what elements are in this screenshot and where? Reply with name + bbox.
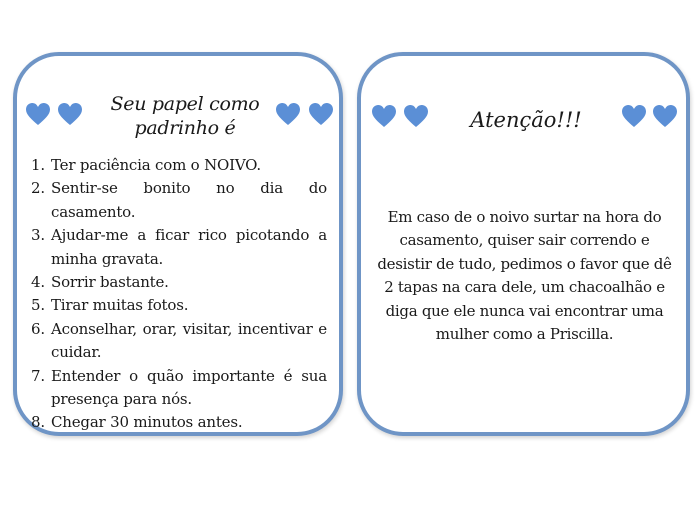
item-text: Entender o quão importante é sua presença para nós. — [51, 366, 327, 409]
heart-icon — [57, 102, 83, 126]
duties-list — [31, 154, 327, 435]
heart-icon — [652, 104, 678, 128]
item-number: 2. — [31, 179, 45, 198]
attention-card — [357, 52, 690, 436]
item-text: Sorrir bastante. — [51, 273, 169, 292]
heart-icon — [371, 104, 397, 128]
attention-message: Em caso de o noivo surtar na hora do casamento, quiser sair correndo e desistir de tudo, pedimos o favor que dê 2 tapas na cara dele, um chacoalhão e diga que ele nunca vai encontrar uma mulher como a Priscilla. — [377, 208, 672, 344]
item-text: Sentir-se bonito no dia do casamento. — [51, 179, 327, 221]
item-number: 7. — [31, 366, 45, 385]
card-title: Seu papel como padrinho é — [110, 93, 260, 139]
list-item — [31, 365, 327, 412]
item-text: Tirar muitas fotos. — [51, 296, 189, 315]
item-number: 3. — [31, 226, 45, 245]
list-item — [31, 294, 327, 317]
card-title: Atenção!!! — [470, 108, 582, 132]
list-item — [31, 224, 327, 271]
item-text: Ajudar-me a ficar rico picotando a minha gravata. — [51, 226, 327, 268]
list-item — [31, 271, 327, 294]
item-text: Ter paciência com o NOIVO. — [51, 156, 261, 174]
list-item — [31, 177, 327, 224]
list-item — [31, 318, 327, 365]
list-item — [31, 411, 327, 434]
item-text: Chegar 30 minutos antes. — [51, 413, 243, 432]
heart-icon — [25, 102, 51, 126]
duties-card — [13, 52, 343, 436]
item-number: 4. — [31, 273, 45, 292]
heart-icon — [308, 102, 334, 126]
item-number: 8. — [31, 413, 45, 432]
item-number: 1. — [31, 156, 45, 174]
list-item — [31, 154, 327, 177]
item-number: 6. — [31, 319, 45, 338]
item-text: Aconselhar, orar, visitar, incentivar e cuidar. — [51, 319, 327, 362]
item-number: 5. — [31, 296, 45, 315]
